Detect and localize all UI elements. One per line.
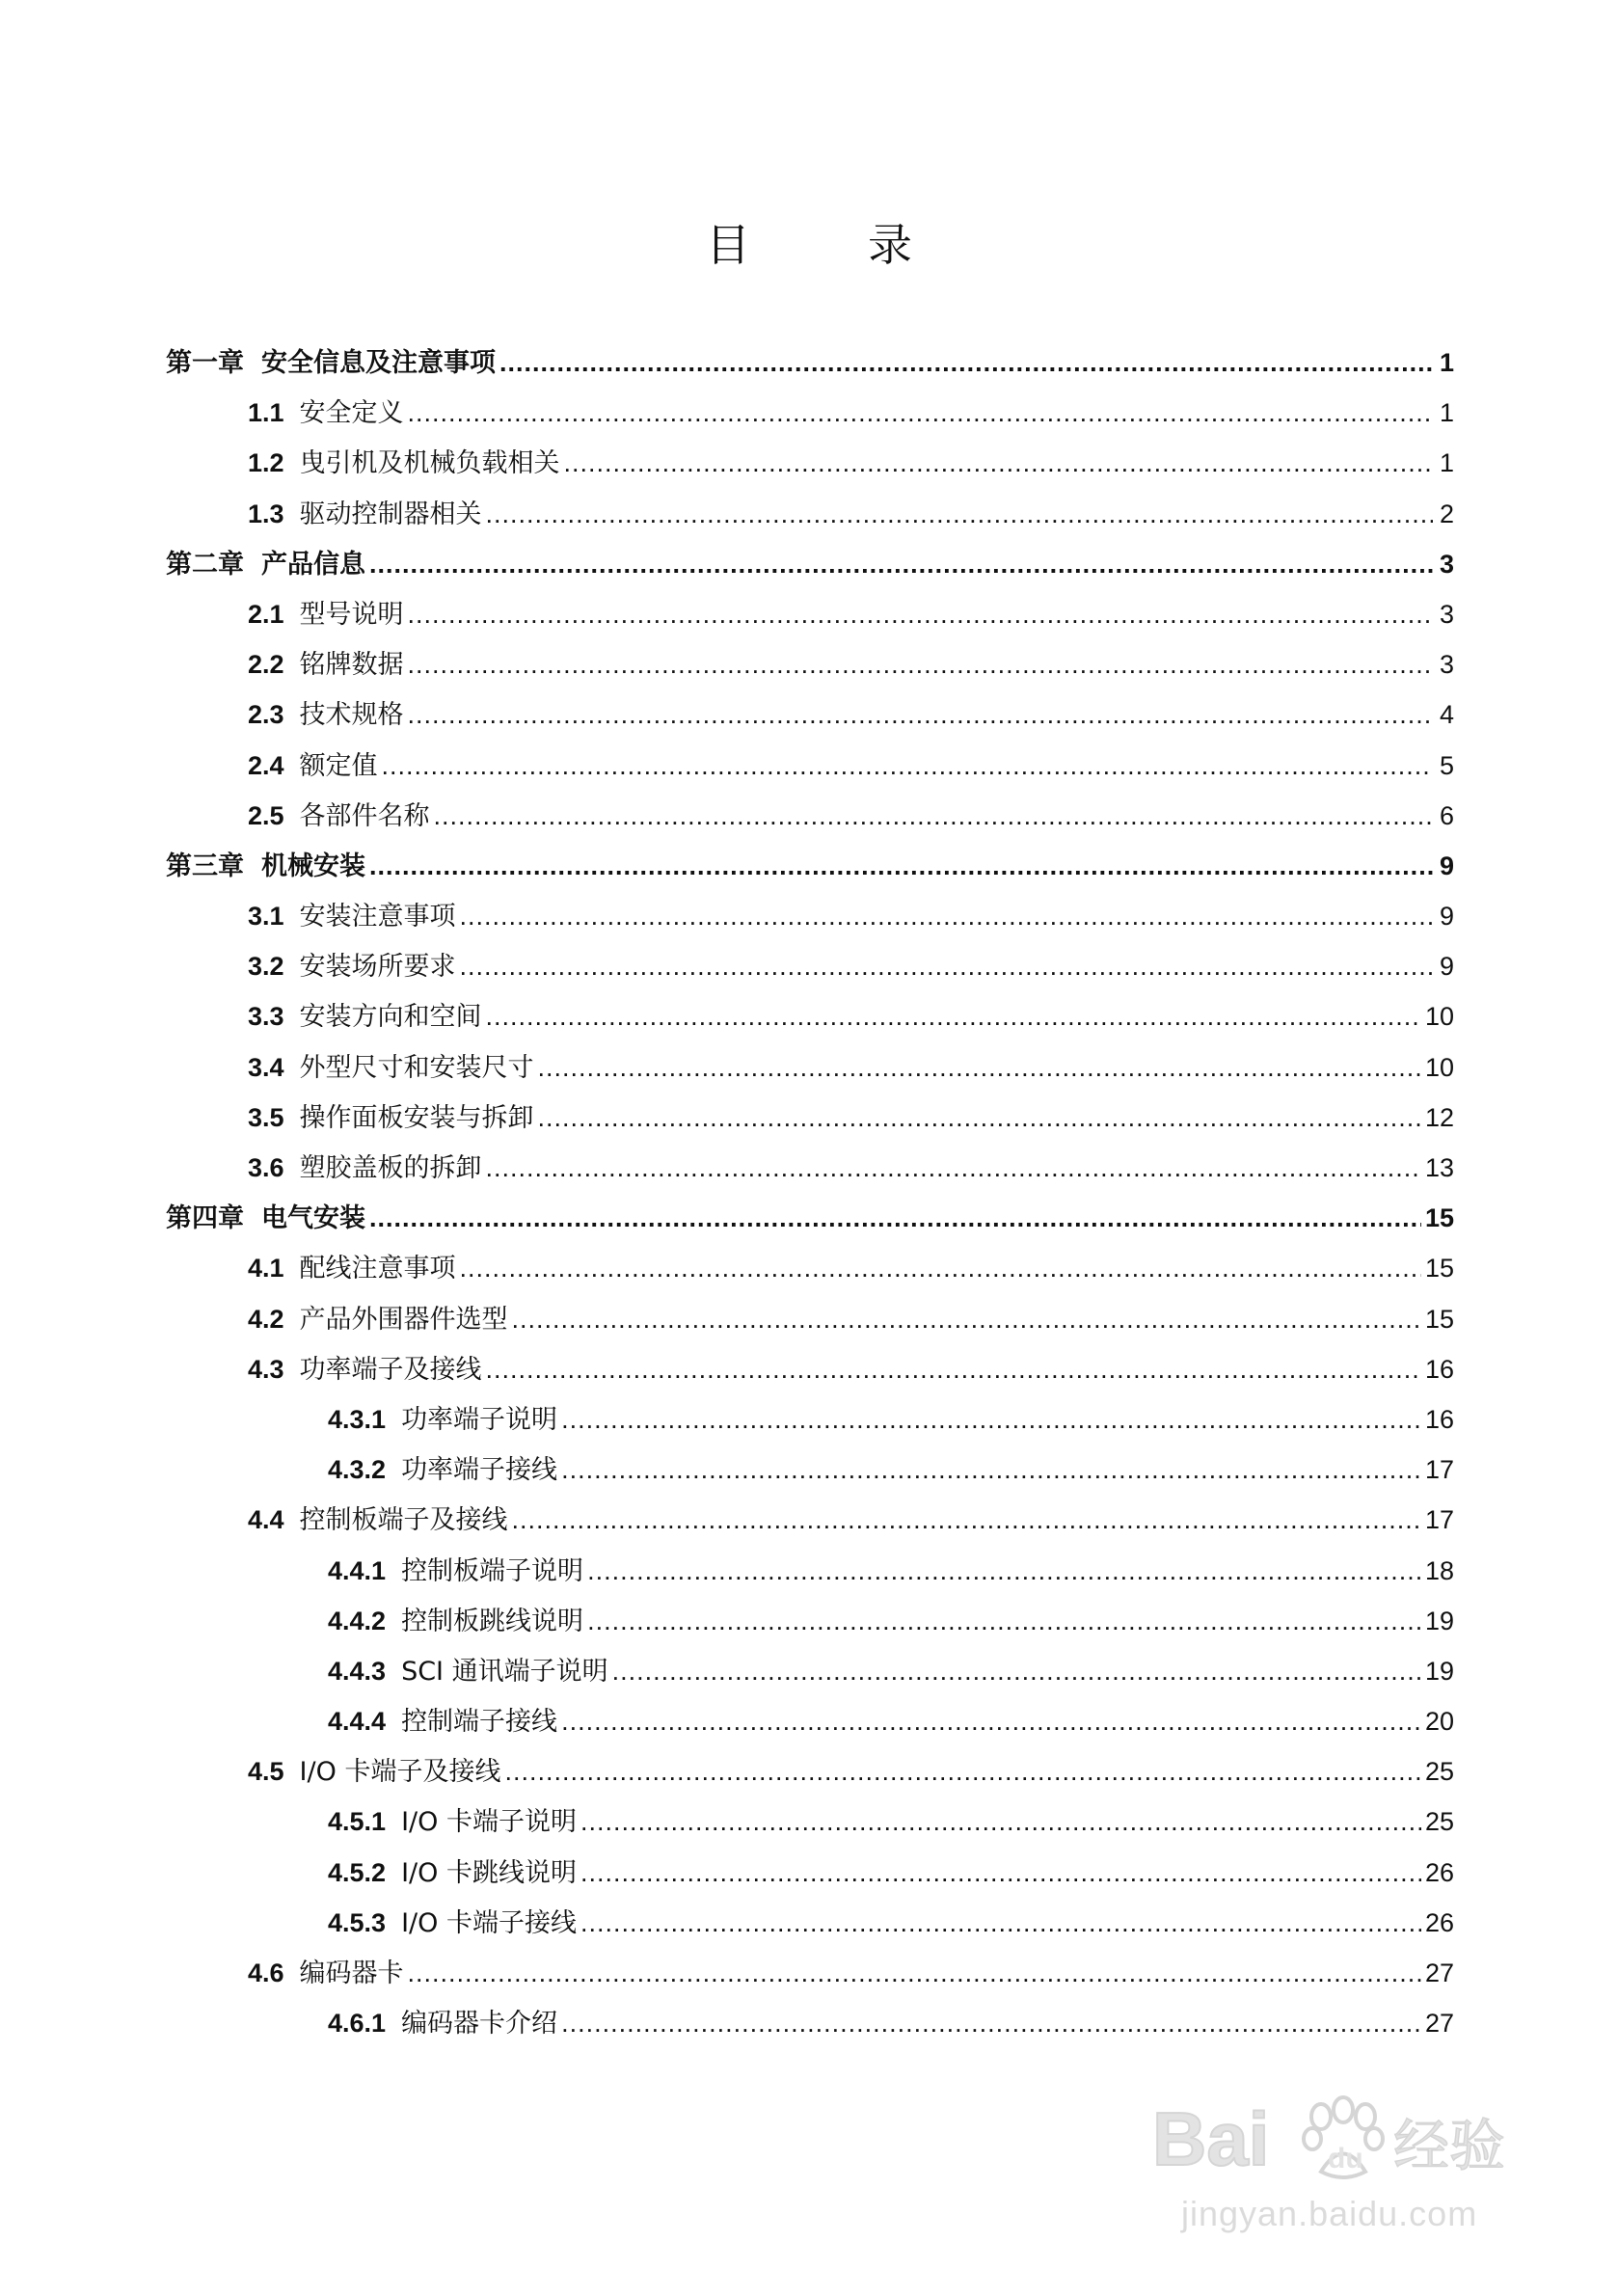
toc-page-number: 25 [1424,1807,1454,1837]
toc-entry-number: 4.3 [248,1354,284,1384]
toc-page-number: 1 [1439,448,1454,478]
toc-dot-leader [486,1143,1421,1193]
toc-entry[interactable] [166,1696,1454,1746]
toc-dot-leader [408,1948,1421,1998]
baidu-paw-icon [1152,2083,1519,2189]
toc-entry-number: 2.3 [248,700,284,730]
toc-entry-number: 第三章 [166,851,244,881]
toc-dot-leader [504,1746,1421,1796]
toc-entry-number: 第二章 [166,549,244,580]
toc-dot-leader [408,639,1433,689]
toc-entry-title: 驱动控制器相关 [299,499,482,529]
toc-dot-leader [486,1344,1421,1394]
toc-entry-number: 第四章 [166,1203,244,1234]
toc-dot-leader [499,338,1433,388]
toc-dot-leader [382,741,1433,791]
toc-entry[interactable] [166,388,1454,438]
toc-page-number: 26 [1424,1907,1454,1937]
toc-entry-title: 机械安装 [261,851,365,881]
toc-dot-leader [580,1898,1421,1948]
svg-text:经验: 经验 [1393,2113,1506,2178]
toc-entry-title: 型号说明 [299,599,404,630]
toc-entry[interactable] [166,1948,1454,1998]
toc-entry[interactable] [166,1898,1454,1948]
toc-entry-number: 4.5.3 [328,1907,387,1937]
toc-dot-leader [408,388,1433,438]
toc-page-number: 15 [1424,1254,1454,1283]
toc-page-number: 9 [1439,902,1454,932]
toc-entry-number: 2.1 [248,599,284,629]
toc-entry-title: SCI 通讯端子说明 [401,1656,608,1687]
toc-dot-leader [538,1093,1421,1143]
toc-entry[interactable] [166,891,1454,941]
toc-entry[interactable] [166,1596,1454,1646]
toc-entry-number: 1.2 [248,448,284,478]
toc-page-number: 15 [1424,1203,1454,1233]
toc-entry[interactable] [166,489,1454,539]
toc-entry-title: 编码器卡 [299,1958,404,1988]
toc-dot-leader [561,1998,1421,2048]
toc-dot-leader [408,589,1433,639]
toc-dot-leader [408,689,1433,740]
toc-page-number: 5 [1439,750,1454,780]
toc-entry[interactable] [166,1546,1454,1596]
toc-entry[interactable] [166,338,1454,388]
toc-entry[interactable] [166,1294,1454,1344]
toc-dot-leader [564,438,1433,488]
toc-entry-title: 控制板端子及接线 [299,1505,508,1536]
toc-entry-title: 电气安装 [261,1203,365,1234]
toc-entry-number: 1.3 [248,499,284,528]
toc-page-number: 19 [1424,1606,1454,1635]
toc-page-number: 10 [1424,1002,1454,1032]
toc-page-number: 26 [1424,1857,1454,1887]
toc-entry-number: 4.3.1 [328,1404,387,1434]
toc-page-number: 9 [1439,851,1454,880]
toc-entry-number: 3.3 [248,1002,284,1032]
toc-entry-title: I/O 卡端子接线 [401,1907,577,1938]
toc-entry-title: 产品外围器件选型 [299,1304,508,1335]
toc-entry-number: 2.2 [248,650,284,680]
toc-entry[interactable] [166,639,1454,689]
toc-entry-number: 4.4.2 [328,1606,387,1635]
toc-dot-leader [512,1495,1421,1545]
toc-entry[interactable] [166,1143,1454,1193]
toc-dot-leader [612,1646,1421,1696]
toc-entry[interactable] [166,1445,1454,1495]
toc-dot-leader [369,841,1433,891]
toc-entry-number: 3.5 [248,1102,284,1132]
toc-entry-number: 4.3.2 [328,1455,387,1485]
toc-entry[interactable] [166,841,1454,891]
toc-dot-leader [460,941,1433,991]
toc-entry[interactable] [166,438,1454,488]
toc-entry-number: 4.4.4 [328,1707,387,1737]
toc-entry[interactable] [166,1093,1454,1143]
toc-entry[interactable] [166,539,1454,589]
toc-entry-title: 控制板跳线说明 [401,1606,584,1636]
baidu-watermark [1152,2044,1538,2256]
toc-page-number: 3 [1439,599,1454,629]
svg-text:du: du [1328,2143,1363,2174]
toc-entry[interactable] [166,1848,1454,1898]
toc-entry-number: 第一章 [166,348,244,378]
toc-entry-title: 操作面板安装与拆卸 [299,1102,534,1133]
toc-entry[interactable] [166,1495,1454,1545]
toc-entry-title: 功率端子接线 [401,1455,558,1486]
toc-page-number: 25 [1424,1757,1454,1787]
toc-page-number: 18 [1424,1555,1454,1585]
toc-entry[interactable] [166,1796,1454,1847]
toc-dot-leader [561,1445,1421,1495]
toc-entry-number: 4.4.3 [328,1656,387,1686]
toc-dot-leader [369,1193,1421,1243]
toc-page-number: 3 [1439,650,1454,680]
toc-page-number: 15 [1424,1304,1454,1334]
toc-entry-number: 1.1 [248,398,284,428]
toc-entry-title: 各部件名称 [299,800,430,831]
toc-dot-leader [587,1596,1421,1646]
toc-entry-number: 3.2 [248,952,284,982]
toc-dot-leader [512,1294,1421,1344]
toc-page-number: 17 [1424,1505,1454,1535]
toc-entry[interactable] [166,1646,1454,1696]
toc-entry-number: 2.5 [248,800,284,830]
toc-entry[interactable] [166,1243,1454,1293]
toc-entry-title: 额定值 [299,750,378,781]
toc-page-number: 4 [1439,700,1454,730]
toc-entry-title: 安全信息及注意事项 [261,348,496,378]
toc-entry[interactable] [166,1746,1454,1796]
toc-entry[interactable] [166,991,1454,1041]
toc-entry-number: 4.5.1 [328,1807,387,1837]
toc-entry-title: I/O 卡跳线说明 [401,1857,577,1888]
toc-page-number: 2 [1439,499,1454,528]
toc-entry-title: 控制板端子说明 [401,1555,584,1586]
toc-entry[interactable] [166,1998,1454,2048]
toc-page-number: 10 [1424,1052,1454,1082]
toc-entry-number: 4.5 [248,1757,284,1787]
toc-entry-title: 功率端子说明 [401,1404,558,1435]
toc-page-number: 1 [1439,348,1454,377]
toc-entry-number: 4.6.1 [328,2009,387,2039]
toc-entry-number: 4.2 [248,1304,284,1334]
toc-dot-leader [460,891,1433,941]
toc-entry[interactable] [166,1193,1454,1243]
toc-dot-leader [587,1546,1421,1596]
toc-page-number: 27 [1424,1958,1454,1987]
toc-dot-leader [561,1394,1421,1445]
toc-entry-title: 外型尺寸和安装尺寸 [299,1052,534,1083]
toc-page-number: 16 [1424,1404,1454,1434]
toc-page-number: 9 [1439,952,1454,982]
toc-page-number: 13 [1424,1153,1454,1182]
toc-page-number: 17 [1424,1455,1454,1485]
toc-entry[interactable] [166,1394,1454,1445]
page-title: 目 录 [706,219,949,271]
toc-dot-leader [561,1696,1421,1746]
toc-entry-number: 2.4 [248,750,284,780]
toc-entry-title: 技术规格 [299,700,404,731]
toc-entry-title: I/O 卡端子及接线 [299,1757,501,1788]
toc-page-number: 20 [1424,1707,1454,1737]
toc-entry-title: 安装场所要求 [299,952,456,983]
watermark-url: jingyan.baidu.com [1181,2194,1478,2233]
toc-dot-leader [486,489,1433,539]
toc-entry-title: I/O 卡端子说明 [401,1807,577,1838]
toc-entry-title: 安装方向和空间 [299,1002,482,1033]
toc-entry-title: 控制端子接线 [401,1707,558,1738]
watermark-logo-text: Bai [1152,2096,1270,2181]
toc-entry-title: 配线注意事项 [299,1254,456,1284]
toc-entry-title: 功率端子及接线 [299,1354,482,1385]
toc-page-number: 16 [1424,1354,1454,1384]
toc-entry-number: 4.1 [248,1254,284,1283]
toc-entry-number: 4.4 [248,1505,284,1535]
toc-page-number: 3 [1439,549,1454,579]
toc-dot-leader [538,1042,1421,1093]
toc-entry-number: 3.6 [248,1153,284,1182]
toc-page-number: 6 [1439,800,1454,830]
toc-entry-number: 3.1 [248,902,284,932]
toc-dot-leader [486,991,1421,1041]
toc-entry[interactable] [166,1042,1454,1093]
table-of-contents [166,338,1454,2048]
toc-entry-title: 安装注意事项 [299,902,456,932]
toc-entry[interactable] [166,589,1454,639]
toc-entry[interactable] [166,741,1454,791]
toc-entry[interactable] [166,791,1454,841]
toc-entry-number: 4.4.1 [328,1555,387,1585]
toc-dot-leader [434,791,1433,841]
toc-dot-leader [580,1848,1421,1898]
toc-entry-title: 安全定义 [299,398,404,429]
toc-entry-title: 曳引机及机械负载相关 [299,448,560,479]
toc-page-number: 1 [1439,398,1454,428]
toc-entry-title: 编码器卡介绍 [401,2009,558,2039]
toc-entry[interactable] [166,689,1454,740]
toc-entry-number: 4.6 [248,1958,284,1987]
toc-entry-number: 4.5.2 [328,1857,387,1887]
toc-entry-title: 铭牌数据 [299,650,404,681]
toc-page-number: 12 [1424,1102,1454,1132]
toc-dot-leader [460,1243,1421,1293]
toc-dot-leader [580,1796,1421,1847]
toc-entry-title: 产品信息 [261,549,365,580]
toc-entry-number: 3.4 [248,1052,284,1082]
toc-entry[interactable] [166,1344,1454,1394]
toc-page-number: 27 [1424,2009,1454,2039]
toc-page-number: 19 [1424,1656,1454,1686]
toc-entry[interactable] [166,941,1454,991]
toc-entry-title: 塑胶盖板的拆卸 [299,1153,482,1183]
toc-dot-leader [369,539,1433,589]
